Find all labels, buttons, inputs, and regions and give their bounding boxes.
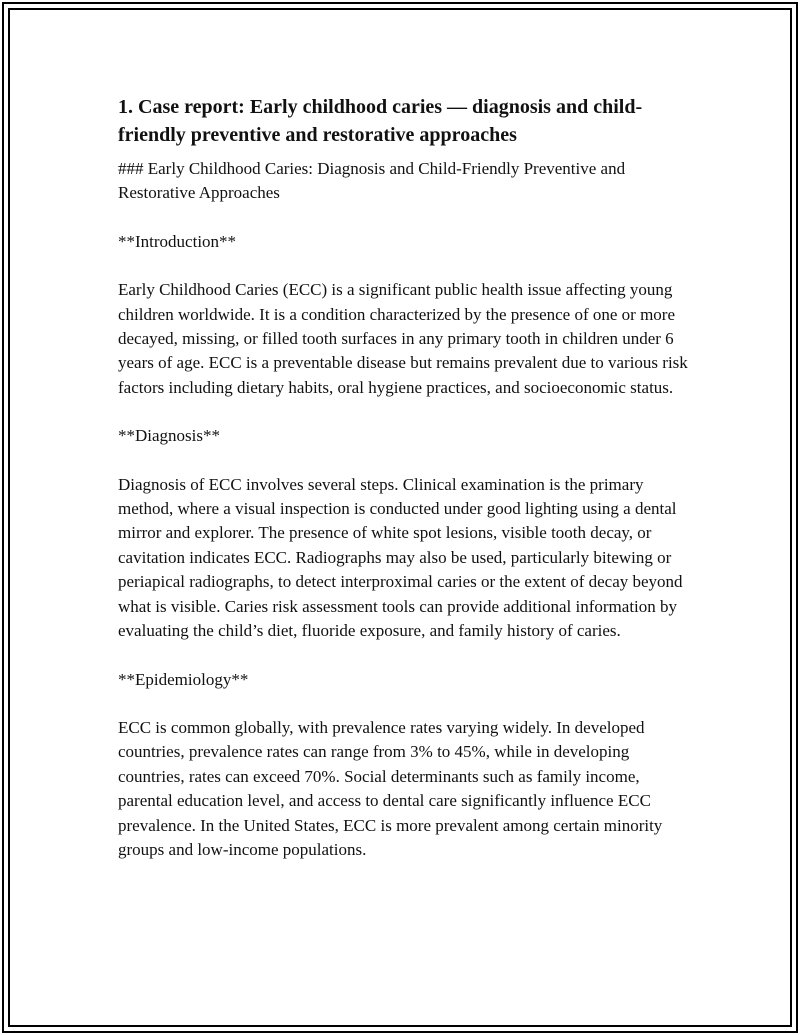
section-body-diagnosis: Diagnosis of ECC involves several steps. Clinical examination is the primary method, where a visual inspection is conducted under good lighting using a dental mirror and explorer. The presence of white spot lesions, visible tooth decay, or cavitation indicates ECC. Radiographs may also be used, particularly bitewing or periapical radiographs, to detect interproximal caries or the extent of decay beyond what is visible. Caries risk assessment tools can provide additional information by evaluating the child’s diet, fluoride exposure, and family history of caries. [118, 474, 683, 641]
document-title: 1. Case report: Early childhood caries — diagnosis and child-friendly preventive and restorative approaches [118, 96, 643, 146]
section-heading-introduction: **Introduction** [118, 231, 237, 251]
section-heading-diagnosis: **Diagnosis** [118, 426, 220, 446]
section-heading-epidemiology: **Epidemiology** [118, 669, 249, 689]
document-body [118, 93, 688, 886]
section-body-epidemiology: ECC is common globally, with prevalence rates varying widely. In developed countries, prevalence rates can range from 3% to 45%, while in developing countries, rates can exceed 70%. Social determinants such as family income, parental education level, and access to dental care significantly influence ECC prevalence. In the United States, ECC is more prevalent among certain minority groups and low-income populations. [118, 717, 663, 859]
document-subtitle: ### Early Childhood Caries: Diagnosis and Child-Friendly Preventive and Restorative Approaches [118, 159, 626, 203]
section-body-introduction: Early Childhood Caries (ECC) is a significant public health issue affecting young children worldwide. It is a condition characterized by the presence of one or more decayed, missing, or filled tooth surfaces in any primary tooth in children under 6 years of age. ECC is a preventable disease but remains prevalent due to various risk factors including dietary habits, oral hygiene practices, and socioeconomic status. [118, 280, 688, 397]
